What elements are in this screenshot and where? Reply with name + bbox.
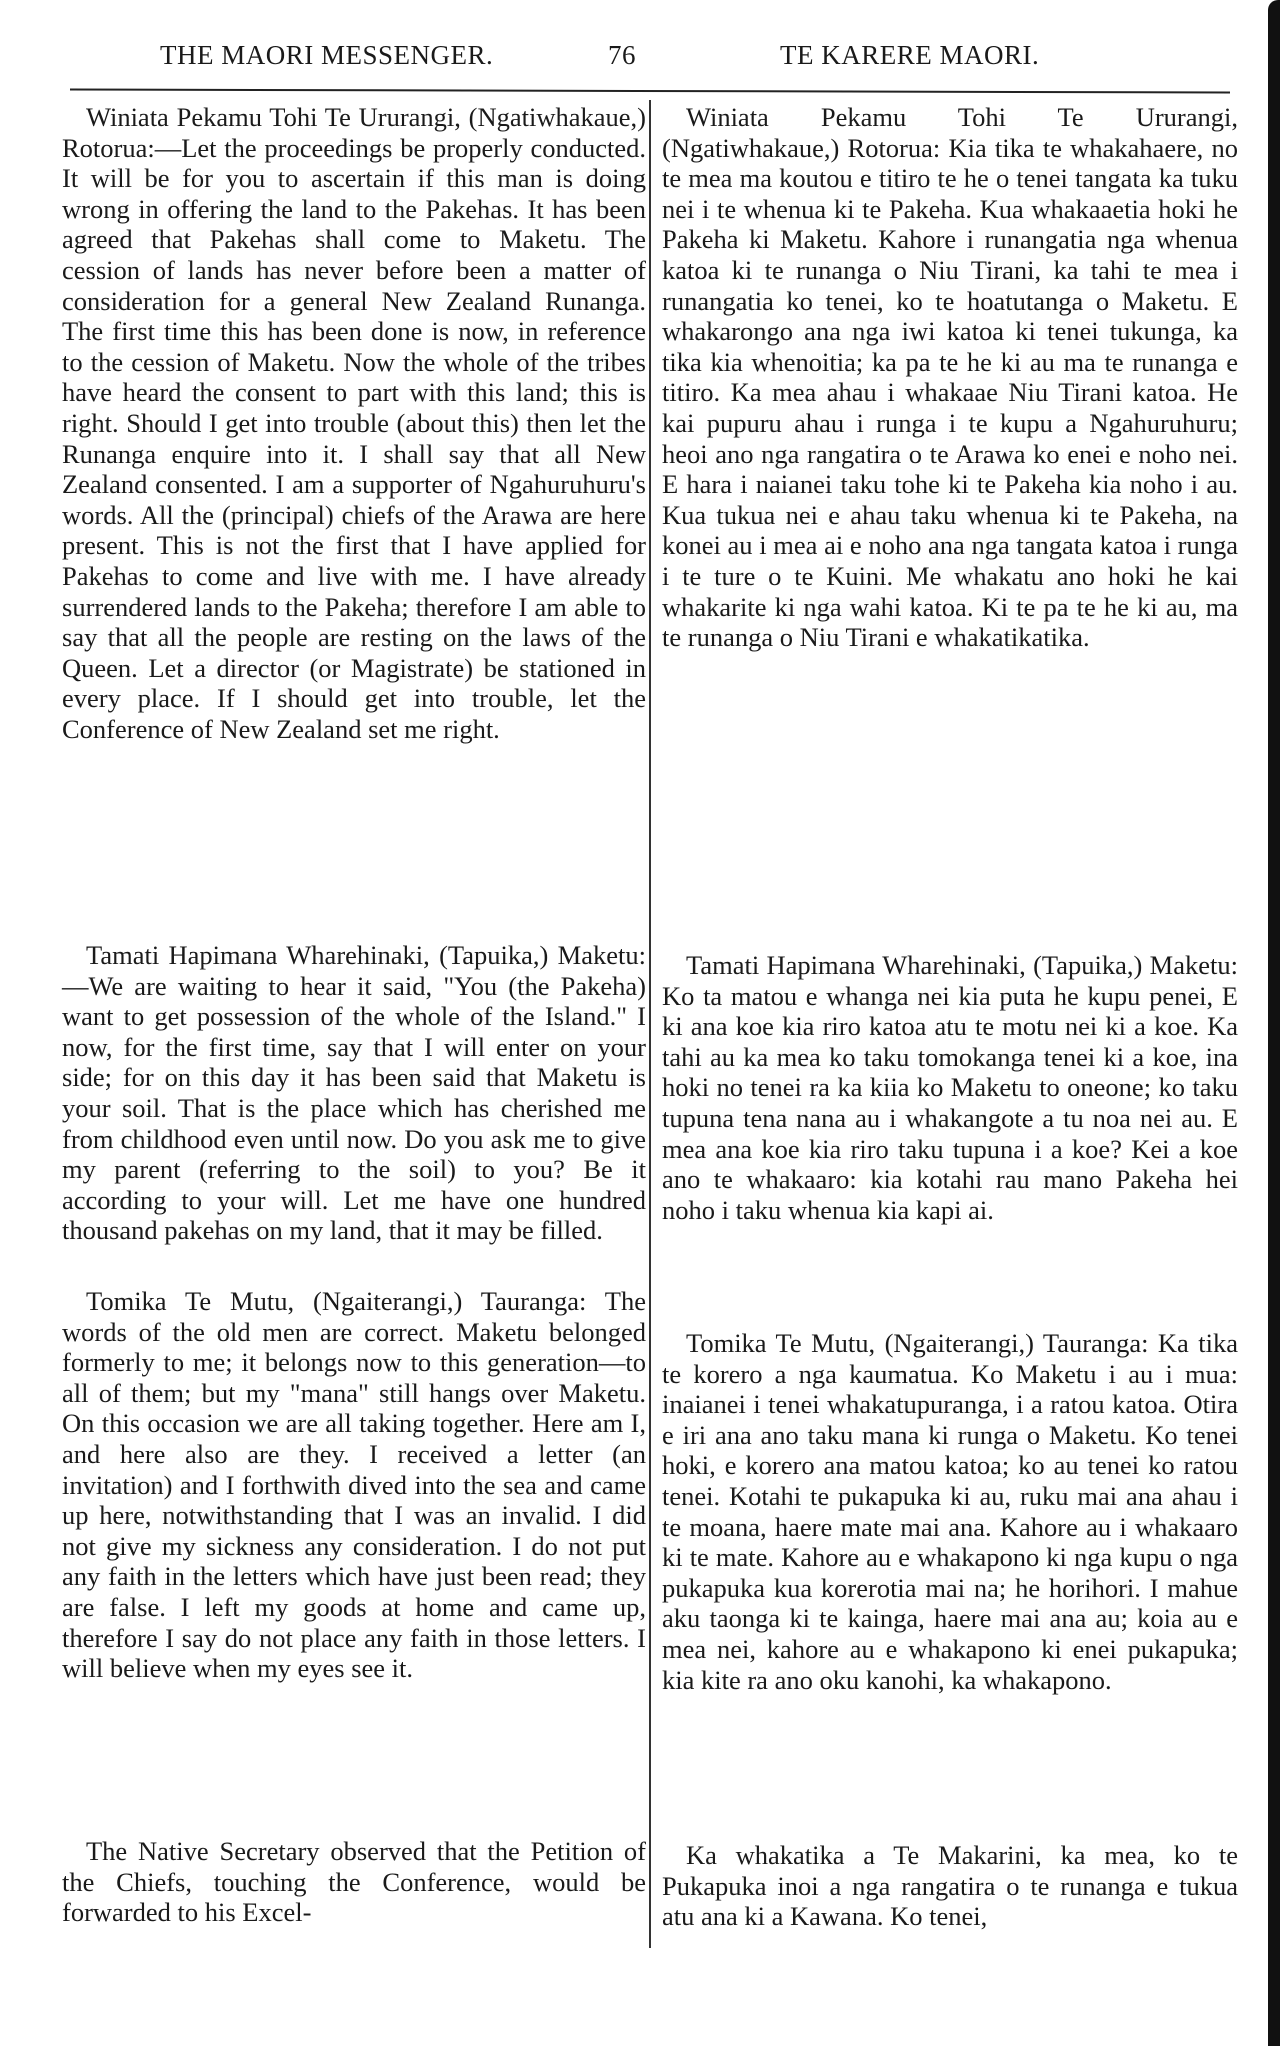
english-paragraph: The Native Secretary observed that the Petition of the Chiefs, touching the Conference, would be forwarded to his Excel- [62,1836,646,1928]
english-paragraph: Tomika Te Mutu, (Ngaiterangi,) Tauranga: The words of the old men are correct. Maketu belonged formerly to me; it belongs now to this generation—to all of them; but my "mana" still hangs over Maketu. On this occasion we are all taking together. Here am I, and here also are they. I received a letter (an invitation) and I forthwith dived into the sea and came up here, notwithstanding that I was an invalid. I did not give my sickness any consideration. I do not put any faith in the letters which have just been read; they are false. I left my goods at home and came up, therefore I say do not place any faith in those letters. I will believe when my eyes see it. [62,1286,646,1684]
header-left-title: THE MAORI MESSENGER. [160,40,494,70]
header-rule [70,88,1230,93]
english-paragraph: Tamati Hapimana Wharehinaki, (Tapuika,) Maketu:—We are waiting to hear it said, "You (the Pakeha) want to get possession of the whole of the Island." I now, for the first time, say that I will enter on your side; for on this day it has been said that Maketu is your soil. That is the place which has cherished me from childhood even until now. Do you ask me to give my parent (referring to the soil) to you? Be it according to your will. Let me have one hundred thousand pakehas on my land, that it may be filled. [62,940,646,1246]
maori-paragraph: Tomika Te Mutu, (Ngaiterangi,) Tauranga: Ka tika te korero a nga kaumatua. Ko Maketu i au i mua: inaianei i tenei whakatupuranga, i a ratou katoa. Otira e iri ana ano taku mana ki runga o Maketu. Ko tenei hoki, e korero ana matou katoa; ko au tenei ko ratou tenei. Kotahi te pukapuka ki au, ruku mai ana ahau i te moana, haere mate mai ana. Kahore au i whakaaro ki te mate. Kahore au e whakapono ki nga kupu o nga pukapuka kua korerotia mai na; he horihori. I mahue aku taonga ki te kainga, haere mai ana au; koia au e mea nei, kahore au e whakapono ki enei pukapuka; kia kite ra ano oku kanohi, ka whakapono. [662,1328,1238,1695]
header-right-title: TE KARERE MAORI. [780,40,1040,70]
maori-paragraph: Ka whakatika a Te Makarini, ka mea, ko te Pukapuka inoi a nga rangatira o te runanga e tukua atu ana ki a Kawana. Ko tenei, [662,1840,1238,1932]
maori-paragraph: Winiata Pekamu Tohi Te Ururangi, (Ngatiwhakaue,) Rotorua: Kia tika te whakahaere, no te mea ma koutou e titiro te he o tenei tangata ka tuku nei i te whenua ki te Pakeha. Kua whakaaetia hoki he Pakeha ki Maketu. Kahore i runangatia nga whenua katoa ki te runanga o Niu Tirani, ka tahi te mea i runangatia ko tenei, ko te hoatutanga o Maketu. E whakarongo ana nga iwi katoa ki tenei tukunga, ka tika kia whenoitia; ka pa te he ki au ma te runanga e titiro. Ka mea ahau i whakaae Niu Tirani katoa. He kai pupuru ahau i runga i te kupu a Ngahuruhuru; heoi ano nga rangatira o te Arawa ko enei e noho nei. E hara i naianei taku tohe ki te Pakeha kia noho i au. Kua tukua nei e ahau taku whenua ki te Pakeha, na konei au i mea ai e noho ana nga tangata katoa i runga i te ture o te Kuini. Me whakatu ano hoki he kai whakarite ki nga wahi katoa. Ki te pa te he ki au, ma te runanga o Niu Tirani e whakatikatika. [662,102,1238,653]
maori-paragraph: Tamati Hapimana Wharehinaki, (Tapuika,) Maketu: Ko ta matou e whanga nei kia puta he kupu penei, E ki ana koe kia riro katoa atu te motu nei ki a koe. Ka tahi au ka mea ko taku tomokanga tenei ki a koe, ina hoki no tenei ra ka kiia ko Maketu to oneone; ko taku tupuna tena nana au i whakangote a tu noa nei au. E mea ana koe kia riro taku tupuna i a koe? Kei a koe ano te whakaaro: kia kotahi rau mano Pakeha hei noho i taku whenua kia kapi ai. [662,950,1238,1225]
page-edge [1268,0,1280,2046]
column-divider [649,100,651,1948]
english-paragraph: Winiata Pekamu Tohi Te Ururangi, (Ngatiwhakaue,) Rotorua:—Let the proceedings be properly conducted. It will be for you to ascertain if this man is doing wrong in offering the land to the Pakehas. It has been agreed that Pakehas shall come to Maketu. The cession of lands has never before been a matter of consideration for a general New Zealand Runanga. The first time this has been done is now, in reference to the cession of Maketu. Now the whole of the tribes have heard the consent to part with this land; this is right. Should I get into trouble (about this) then let the Runanga enquire into it. I shall say that all New Zealand consented. I am a supporter of Ngahuruhuru's words. All the (principal) chiefs of the Arawa are here present. This is not the first that I have applied for Pakehas to come and live with me. I have already surrendered lands to the Pakeha; therefore I am able to say that all the people are resting on the laws of the Queen. Let a director (or Magistrate) be stationed in every place. If I should get into trouble, let the Conference of New Zealand set me right. [62,102,646,744]
page-number: 76 [608,40,636,70]
